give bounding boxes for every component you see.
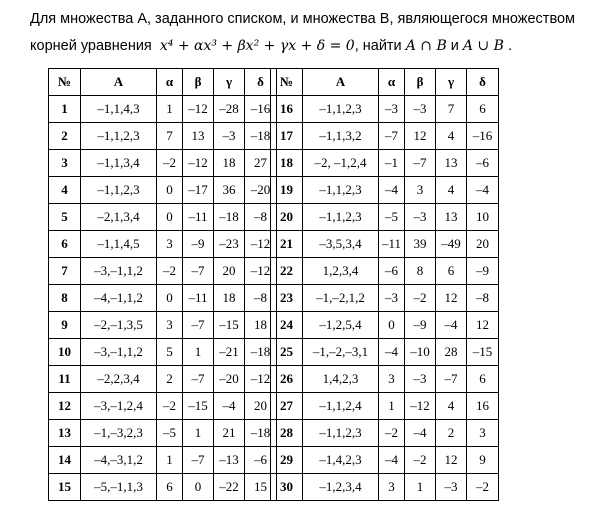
cell-alpha: 5: [157, 339, 183, 366]
cell-delta: 6: [467, 366, 499, 393]
cell-alpha: –5: [379, 204, 405, 231]
cell-alpha: 6: [157, 474, 183, 501]
cell-alpha: –5: [157, 420, 183, 447]
equation: x⁴ + αx³ + βx² + γx + δ = 0: [159, 38, 355, 54]
table-row: [271, 447, 499, 474]
cell-number: 17: [271, 123, 303, 150]
cell-gamma: –4: [436, 312, 467, 339]
cell-set-a: –1,1,3,4: [81, 150, 157, 177]
cell-gamma: 12: [436, 447, 467, 474]
cell-alpha: –6: [379, 258, 405, 285]
cell-alpha: 0: [157, 204, 183, 231]
intersection-expression: A ∩ B: [405, 38, 447, 54]
header-alpha: α: [157, 69, 183, 96]
cell-beta: –12: [183, 96, 214, 123]
cell-delta: –16: [245, 96, 277, 123]
table-row: [271, 366, 499, 393]
cell-delta: –12: [245, 231, 277, 258]
cell-delta: 20: [467, 231, 499, 258]
cell-delta: –18: [245, 123, 277, 150]
cell-alpha: 3: [379, 366, 405, 393]
cell-gamma: –21: [214, 339, 245, 366]
cell-number: 12: [49, 393, 81, 420]
header-beta: β: [405, 69, 436, 96]
cell-alpha: –2: [379, 420, 405, 447]
cell-number: 11: [49, 366, 81, 393]
cell-gamma: 6: [436, 258, 467, 285]
header-delta: δ: [245, 69, 277, 96]
cell-set-a: –1,2,5,4: [303, 312, 379, 339]
cell-beta: –2: [405, 447, 436, 474]
cell-beta: 8: [405, 258, 436, 285]
header-delta: δ: [467, 69, 499, 96]
cell-delta: 10: [467, 204, 499, 231]
cell-delta: 3: [467, 420, 499, 447]
cell-beta: –9: [405, 312, 436, 339]
cell-delta: –12: [245, 366, 277, 393]
table-row: [271, 204, 499, 231]
table-row: [49, 150, 277, 177]
table-row: [49, 366, 277, 393]
cell-beta: 1: [405, 474, 436, 501]
task-text-mid: , найти: [354, 38, 402, 54]
task-text-end: .: [507, 38, 512, 54]
cell-beta: 0: [183, 474, 214, 501]
cell-alpha: –2: [157, 258, 183, 285]
cell-alpha: –3: [379, 285, 405, 312]
header-set-a: A: [303, 69, 379, 96]
cell-alpha: –1: [379, 150, 405, 177]
union-expression: A ∪ B: [462, 38, 504, 54]
cell-gamma: –18: [214, 204, 245, 231]
cell-delta: 27: [245, 150, 277, 177]
cell-gamma: 4: [436, 123, 467, 150]
cell-delta: –6: [467, 150, 499, 177]
task-line-1: [30, 6, 590, 33]
cell-delta: –18: [245, 420, 277, 447]
cell-set-a: –4,–3,1,2: [81, 447, 157, 474]
cell-set-a: –1,–2,1,2: [303, 285, 379, 312]
cell-beta: –10: [405, 339, 436, 366]
cell-set-a: –3,5,3,4: [303, 231, 379, 258]
cell-number: 3: [49, 150, 81, 177]
cell-delta: –16: [467, 123, 499, 150]
cell-alpha: 0: [157, 177, 183, 204]
cell-number: 5: [49, 204, 81, 231]
cell-delta: –4: [467, 177, 499, 204]
table-row: [49, 447, 277, 474]
cell-gamma: –4: [214, 393, 245, 420]
cell-beta: –4: [405, 420, 436, 447]
cell-delta: –8: [467, 285, 499, 312]
cell-alpha: –4: [379, 177, 405, 204]
cell-set-a: –1,–2,–3,1: [303, 339, 379, 366]
table-row: [271, 177, 499, 204]
cell-gamma: –28: [214, 96, 245, 123]
cell-set-a: –3,–1,1,2: [81, 258, 157, 285]
task-text-line-1: Для множества А, заданного списком, и множества В, являющегося множеством: [30, 11, 576, 27]
cell-delta: –8: [245, 285, 277, 312]
table-row: [271, 96, 499, 123]
cell-number: 7: [49, 258, 81, 285]
cell-set-a: –2,2,3,4: [81, 366, 157, 393]
table-row: [49, 123, 277, 150]
cell-gamma: 13: [436, 150, 467, 177]
cell-alpha: –7: [379, 123, 405, 150]
table-row: [49, 474, 277, 501]
cell-delta: –15: [467, 339, 499, 366]
cell-beta: –11: [183, 285, 214, 312]
cell-alpha: –3: [379, 96, 405, 123]
cell-set-a: –4,–1,1,2: [81, 285, 157, 312]
cell-alpha: –11: [379, 231, 405, 258]
table-row: [271, 312, 499, 339]
cell-gamma: –49: [436, 231, 467, 258]
cell-set-a: –5,–1,1,3: [81, 474, 157, 501]
cell-number: 29: [271, 447, 303, 474]
cell-beta: 3: [405, 177, 436, 204]
cell-number: 15: [49, 474, 81, 501]
cell-alpha: 1: [157, 96, 183, 123]
table-row: [49, 96, 277, 123]
cell-delta: –20: [245, 177, 277, 204]
cell-number: 30: [271, 474, 303, 501]
cell-beta: –17: [183, 177, 214, 204]
cell-gamma: 4: [436, 177, 467, 204]
cell-beta: –12: [405, 393, 436, 420]
cell-delta: –12: [245, 258, 277, 285]
variants-table-left: [48, 68, 277, 501]
cell-beta: –15: [183, 393, 214, 420]
cell-number: 4: [49, 177, 81, 204]
cell-gamma: 2: [436, 420, 467, 447]
table-row: [271, 393, 499, 420]
cell-alpha: –4: [379, 339, 405, 366]
cell-delta: 20: [245, 393, 277, 420]
cell-number: 10: [49, 339, 81, 366]
task-line-2: [30, 33, 590, 60]
cell-set-a: –2, –1,2,4: [303, 150, 379, 177]
cell-alpha: –2: [157, 393, 183, 420]
table-row: [271, 474, 499, 501]
cell-number: 27: [271, 393, 303, 420]
table-row: [49, 177, 277, 204]
cell-number: 24: [271, 312, 303, 339]
cell-beta: –7: [183, 312, 214, 339]
cell-number: 6: [49, 231, 81, 258]
table-row: [49, 204, 277, 231]
cell-set-a: 1,4,2,3: [303, 366, 379, 393]
cell-alpha: 3: [157, 231, 183, 258]
cell-beta: –2: [405, 285, 436, 312]
header-gamma: γ: [436, 69, 467, 96]
cell-beta: 12: [405, 123, 436, 150]
cell-beta: 1: [183, 339, 214, 366]
cell-number: 22: [271, 258, 303, 285]
table-row: [49, 231, 277, 258]
cell-beta: 1: [183, 420, 214, 447]
cell-set-a: –1,1,2,3: [81, 177, 157, 204]
cell-alpha: 1: [157, 447, 183, 474]
cell-set-a: –3,–1,2,4: [81, 393, 157, 420]
cell-number: 18: [271, 150, 303, 177]
table-row: [271, 339, 499, 366]
cell-gamma: –20: [214, 366, 245, 393]
cell-delta: –6: [245, 447, 277, 474]
cell-delta: 18: [245, 312, 277, 339]
cell-alpha: 0: [157, 285, 183, 312]
cell-gamma: –23: [214, 231, 245, 258]
cell-gamma: 4: [436, 393, 467, 420]
table-row: [271, 285, 499, 312]
cell-delta: 12: [467, 312, 499, 339]
cell-gamma: 12: [436, 285, 467, 312]
cell-gamma: –7: [436, 366, 467, 393]
cell-gamma: 36: [214, 177, 245, 204]
cell-beta: –11: [183, 204, 214, 231]
cell-gamma: –3: [214, 123, 245, 150]
cell-set-a: –2,–1,3,5: [81, 312, 157, 339]
cell-gamma: 13: [436, 204, 467, 231]
header-row: [271, 69, 499, 96]
cell-alpha: 3: [157, 312, 183, 339]
cell-alpha: 0: [379, 312, 405, 339]
cell-set-a: –1,1,2,3: [303, 177, 379, 204]
cell-beta: –3: [405, 204, 436, 231]
cell-set-a: –1,2,3,4: [303, 474, 379, 501]
cell-beta: –12: [183, 150, 214, 177]
header-beta: β: [183, 69, 214, 96]
cell-set-a: –1,1,2,4: [303, 393, 379, 420]
cell-delta: 15: [245, 474, 277, 501]
table-row: [49, 420, 277, 447]
cell-delta: –8: [245, 204, 277, 231]
cell-delta: –2: [467, 474, 499, 501]
cell-set-a: –1,1,4,3: [81, 96, 157, 123]
cell-set-a: –1,1,4,5: [81, 231, 157, 258]
table-row: [271, 258, 499, 285]
cell-alpha: 2: [157, 366, 183, 393]
header-number: №: [49, 69, 81, 96]
cell-number: 20: [271, 204, 303, 231]
cell-beta: –7: [405, 150, 436, 177]
cell-alpha: –2: [157, 150, 183, 177]
variants-table-right: [270, 68, 499, 501]
cell-set-a: –1,1,2,3: [303, 204, 379, 231]
cell-gamma: –13: [214, 447, 245, 474]
cell-number: 28: [271, 420, 303, 447]
cell-number: 8: [49, 285, 81, 312]
header-gamma: γ: [214, 69, 245, 96]
cell-gamma: 7: [436, 96, 467, 123]
cell-delta: 16: [467, 393, 499, 420]
cell-beta: –7: [183, 447, 214, 474]
table-row: [271, 123, 499, 150]
header-number: №: [271, 69, 303, 96]
cell-number: 14: [49, 447, 81, 474]
cell-beta: –7: [183, 366, 214, 393]
cell-set-a: –1,1,2,3: [303, 96, 379, 123]
cell-gamma: 21: [214, 420, 245, 447]
table-row: [49, 339, 277, 366]
cell-beta: –9: [183, 231, 214, 258]
cell-gamma: –22: [214, 474, 245, 501]
cell-beta: –7: [183, 258, 214, 285]
cell-number: 23: [271, 285, 303, 312]
cell-number: 19: [271, 177, 303, 204]
cell-set-a: –1,–3,2,3: [81, 420, 157, 447]
table-row: [49, 393, 277, 420]
table-row: [49, 285, 277, 312]
cell-set-a: 1,2,3,4: [303, 258, 379, 285]
task-text-prefix: корней уравнения: [30, 38, 152, 54]
cell-number: 2: [49, 123, 81, 150]
cell-alpha: 7: [157, 123, 183, 150]
cell-set-a: –3,–1,1,2: [81, 339, 157, 366]
cell-beta: 39: [405, 231, 436, 258]
cell-beta: –3: [405, 366, 436, 393]
cell-number: 13: [49, 420, 81, 447]
cell-number: 25: [271, 339, 303, 366]
cell-set-a: –1,1,3,2: [303, 123, 379, 150]
cell-delta: 6: [467, 96, 499, 123]
cell-beta: –3: [405, 96, 436, 123]
cell-gamma: 28: [436, 339, 467, 366]
cell-gamma: –3: [436, 474, 467, 501]
cell-delta: 9: [467, 447, 499, 474]
cell-number: 9: [49, 312, 81, 339]
cell-number: 26: [271, 366, 303, 393]
cell-number: 1: [49, 96, 81, 123]
cell-gamma: 18: [214, 150, 245, 177]
cell-set-a: –1,4,2,3: [303, 447, 379, 474]
task-statement: [30, 6, 590, 60]
table-row: [271, 150, 499, 177]
cell-delta: –9: [467, 258, 499, 285]
cell-number: 16: [271, 96, 303, 123]
cell-delta: –18: [245, 339, 277, 366]
header-set-a: A: [81, 69, 157, 96]
cell-gamma: 18: [214, 285, 245, 312]
task-text-conj: и: [450, 38, 459, 54]
cell-alpha: 1: [379, 393, 405, 420]
cell-alpha: 3: [379, 474, 405, 501]
table-row: [271, 420, 499, 447]
cell-beta: 13: [183, 123, 214, 150]
cell-set-a: –1,1,2,3: [303, 420, 379, 447]
cell-set-a: –1,1,2,3: [81, 123, 157, 150]
cell-number: 21: [271, 231, 303, 258]
table-row: [49, 312, 277, 339]
header-row: [49, 69, 277, 96]
header-alpha: α: [379, 69, 405, 96]
cell-gamma: –15: [214, 312, 245, 339]
cell-gamma: 20: [214, 258, 245, 285]
table-row: [271, 231, 499, 258]
table-row: [49, 258, 277, 285]
cell-set-a: –2,1,3,4: [81, 204, 157, 231]
cell-alpha: –4: [379, 447, 405, 474]
